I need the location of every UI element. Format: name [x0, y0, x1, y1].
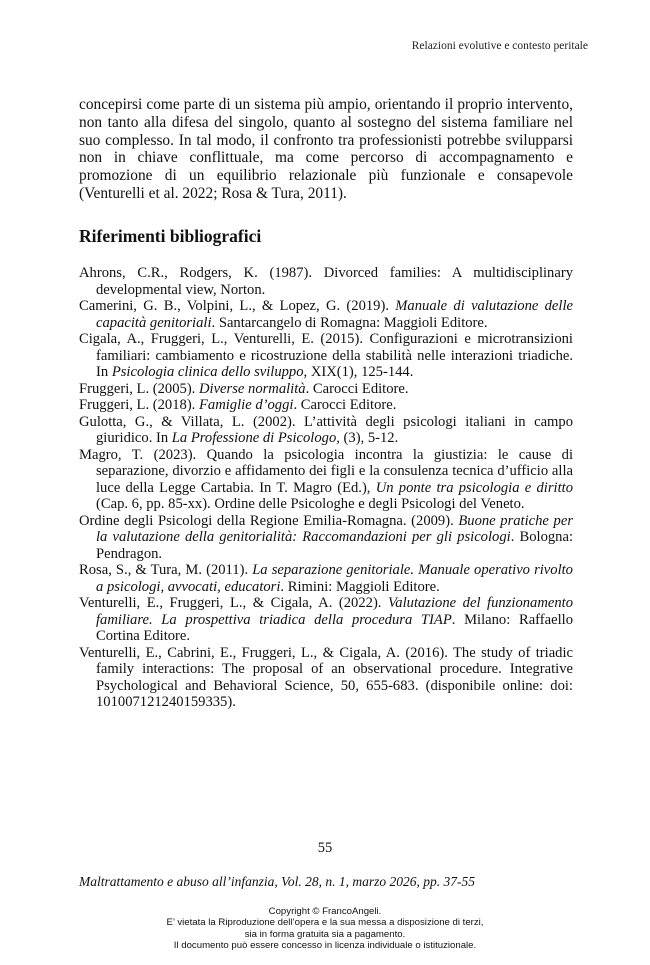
- reference-item: Camerini, G. B., Volpini, L., & Lopez, G. (2019). Manuale di valutazione delle capacità genitoriali. Santarcangelo di Romagna: Maggioli Editore.: [79, 298, 573, 331]
- reference-item: Venturelli, E., Cabrini, E., Fruggeri, L., & Cigala, A. (2016). The study of triadic family interactions: The proposal of an observational procedure. Integrative Psychological and Behavioral Science, 50, 655-683. (disponibile online: doi: 101007121240159335).: [79, 644, 573, 710]
- copyright-line: E’ vietata la Riproduzione dell’opera e la sua messa a disposizione di terzi,: [166, 917, 484, 929]
- running-head: Relazioni evolutive e contesto peritale: [411, 40, 588, 52]
- reference-item: Gulotta, G., & Villata, L. (2002). L’attività degli psicologi italiani in campo giuridico. In La Professione di Psicologo, (3), 5-12.: [79, 413, 573, 446]
- page-number: 55: [317, 840, 333, 856]
- body-paragraph: concepirsi come parte di un sistema più ampio, orientando il proprio intervento, non tanto alla difesa del singolo, quanto al sostegno del sistema familiare nel suo complesso. In tal modo, il confronto tra professionisti potrebbe svilupparsi non in chiave conflittuale, ma come percorso di accompagnamento e promozione di un equilibrio relazionale più funzionale e consapevole (Venturelli et al. 2022; Rosa & Tura, 2011).: [79, 96, 573, 202]
- journal-citation: Maltrattamento e abuso all’infanzia, Vol. 28, n. 1, marzo 2026, pp. 37-55: [79, 874, 475, 889]
- copyright-line: sia in forma gratuita sia a pagamento.: [244, 928, 406, 940]
- reference-item: Venturelli, E., Fruggeri, L., & Cigala, A. (2022). Valutazione del funzionamento familiare. La prospettiva triadica della procedura TIAP. Milano: Raffaello Cortina Editore.: [79, 595, 573, 644]
- copyright-line: Il documento può essere concesso in licenza individuale o istituzionale.: [173, 940, 477, 952]
- copyright-line: Copyright © FrancoAngeli.: [268, 906, 382, 917]
- reference-item: Magro, T. (2023). Quando la psicologia incontra la giustizia: le cause di separazione, divorzio e affidamento dei figli e la consulenza tecnica d’ufficio alla luce della Legge Cartabia. In T. Magro (Ed.), Un ponte tra psicologia e diritto (Cap. 6, pp. 85-xx). Ordine delle Psicologhe e degli Psicologi del Veneto.: [79, 446, 574, 512]
- reference-item: Fruggeri, L. (2005). Diverse normalità. Carocci Editore.: [79, 380, 409, 397]
- copyright-notice: [0, 906, 650, 952]
- reference-item: Rosa, S., & Tura, M. (2011). La separazione genitoriale. Manuale operativo rivolto a psicologi, avvocati, educatori. Rimini: Maggioli Editore.: [79, 562, 573, 595]
- reference-item: Cigala, A., Fruggeri, L., Venturelli, E. (2015). Configurazioni e microtransizioni familiari: cambiamento e ricostruzione della stabilità nelle interazioni triadiche. In Psicologia clinica dello sviluppo, XIX(1), 125-144.: [79, 331, 573, 380]
- reference-item: Fruggeri, L. (2018). Famiglie d’oggi. Carocci Editore.: [79, 397, 397, 413]
- reference-list: [79, 265, 573, 711]
- reference-item: Ordine degli Psicologi della Regione Emilia-Romagna. (2009). Buone pratiche per la valutazione della genitorialità: Raccomandazioni per gli psicologi. Bologna: Pendragon.: [79, 512, 574, 562]
- reference-item: Ahrons, C.R., Rodgers, K. (1987). Divorced families: A multidisciplinary developmental view, Norton.: [79, 265, 573, 298]
- references-title: Riferimenti bibliografici: [79, 226, 262, 246]
